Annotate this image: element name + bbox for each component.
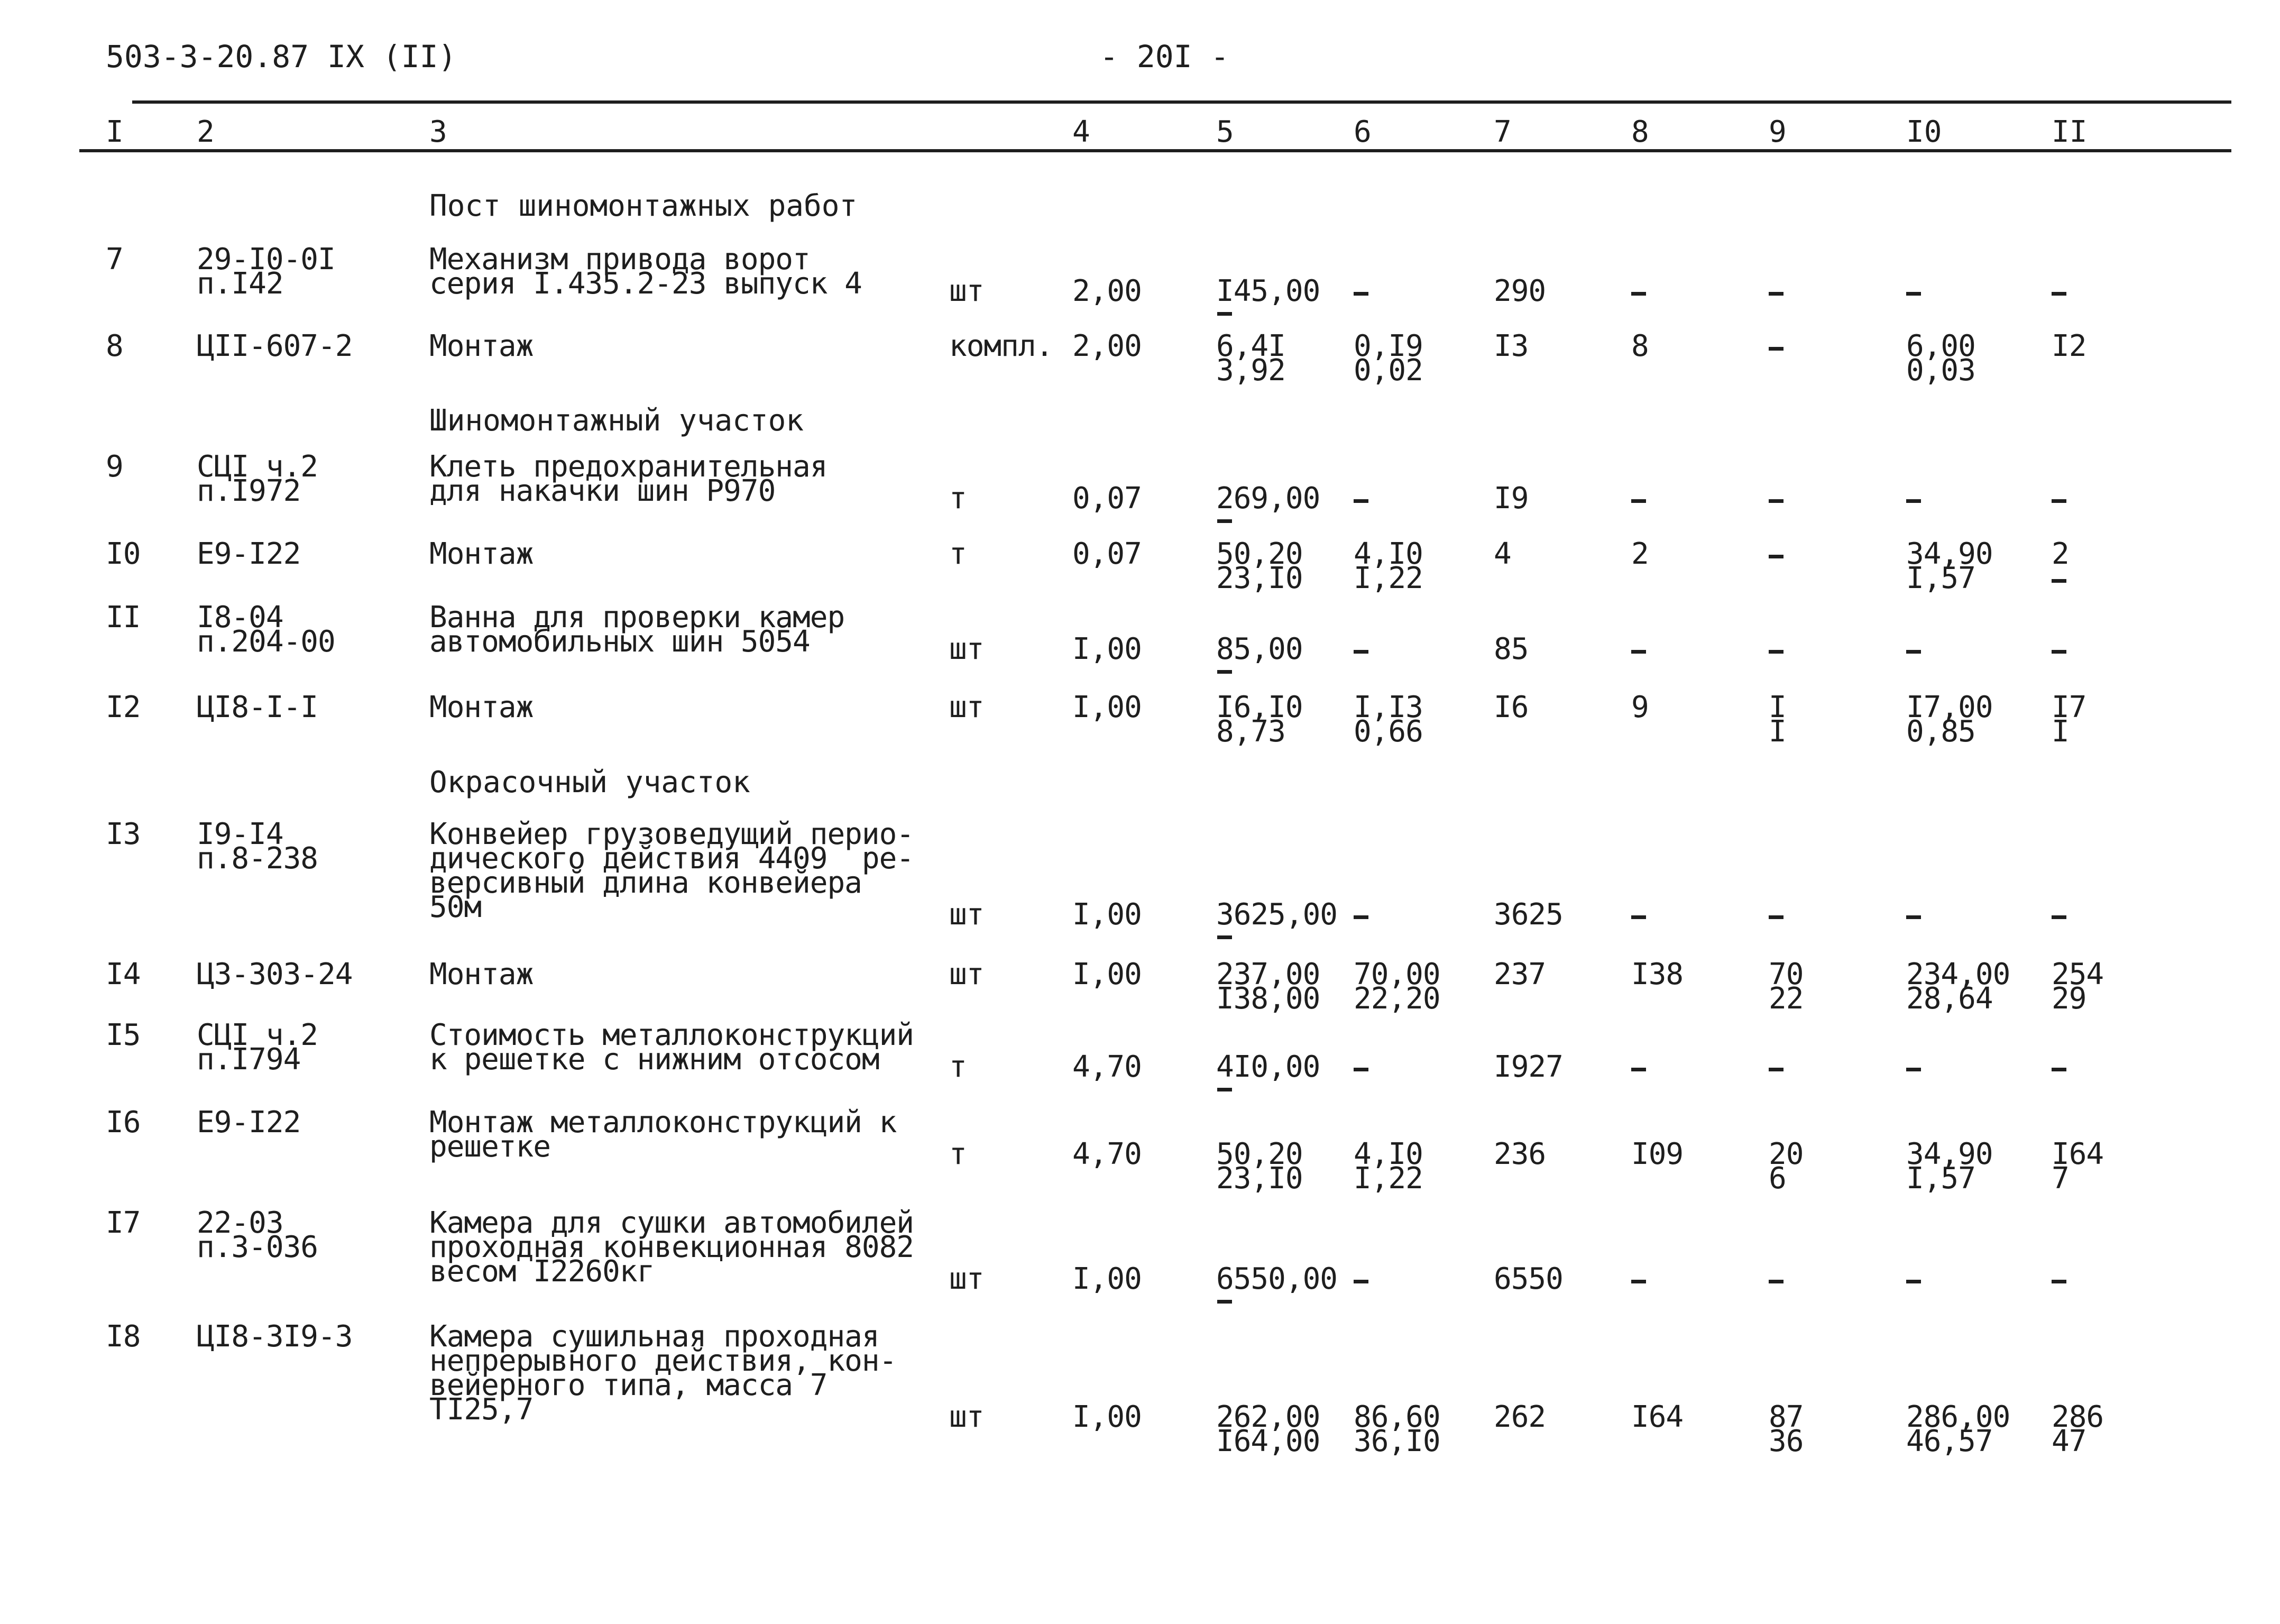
empty-dash bbox=[1631, 903, 1652, 927]
item-name: Клеть предохранительная для накачки шин Р970 bbox=[429, 449, 828, 508]
col-8-value bbox=[1631, 903, 1652, 927]
col-10-value bbox=[1906, 1055, 1927, 1079]
empty-dash bbox=[2052, 637, 2073, 662]
dash-mark bbox=[1906, 650, 1921, 654]
section-heading: Окрасочный участок bbox=[429, 765, 750, 800]
col-8-value bbox=[1631, 279, 1652, 304]
unit: т bbox=[949, 481, 967, 516]
col-10-value: 34,90 I,57 bbox=[1906, 537, 1993, 595]
total-cost: 237 bbox=[1494, 957, 1546, 992]
unit: шт bbox=[949, 690, 984, 724]
dash-mark bbox=[2052, 1280, 2066, 1283]
dash-mark bbox=[1769, 1280, 1783, 1283]
total-cost: 4 bbox=[1494, 537, 1511, 571]
dash-mark bbox=[1769, 499, 1783, 503]
norm-code: I8-04 п.204-00 bbox=[197, 600, 335, 659]
col-8-value: 8 bbox=[1631, 329, 1649, 363]
unit-cost: I45,00 bbox=[1216, 279, 1320, 304]
empty-dash bbox=[1769, 542, 1790, 566]
empty-dash bbox=[2052, 566, 2073, 591]
col-11-value bbox=[2052, 903, 2073, 927]
item-name: Стоимость металлоконструкций к решетке с нижним отсосом bbox=[429, 1018, 914, 1077]
quantity: I,00 bbox=[1072, 632, 1142, 666]
dash-mark bbox=[1217, 1300, 1232, 1304]
unit-cost: 50,20 23,I0 bbox=[1216, 537, 1303, 595]
unit: шт bbox=[949, 1262, 984, 1296]
total-cost: I927 bbox=[1494, 1050, 1563, 1084]
col-8-value bbox=[1631, 1267, 1652, 1291]
row-number: II bbox=[106, 600, 141, 635]
empty-dash bbox=[1906, 903, 1927, 927]
dash-mark bbox=[1769, 650, 1783, 654]
column-header-7: 7 bbox=[1494, 115, 1512, 149]
col-6-value: 86,60 36,I0 bbox=[1354, 1400, 1440, 1458]
dash-mark bbox=[1906, 1280, 1921, 1283]
norm-code: Е9-I22 bbox=[197, 537, 301, 571]
dash-mark bbox=[1631, 650, 1646, 654]
unit: т bbox=[949, 537, 967, 571]
empty-dash bbox=[1354, 487, 1375, 511]
col-6-value: 4,I0 I,22 bbox=[1354, 537, 1423, 595]
dash-mark bbox=[1906, 1068, 1921, 1071]
quantity: 2,00 bbox=[1072, 274, 1142, 308]
dash-mark bbox=[2052, 292, 2066, 296]
quantity: I,00 bbox=[1072, 897, 1142, 932]
dash-mark bbox=[1631, 1280, 1646, 1283]
col-10-value bbox=[1906, 637, 1927, 662]
col-10-value: I7,00 0,85 bbox=[1906, 690, 1993, 749]
empty-dash bbox=[2052, 279, 2073, 304]
dash-mark bbox=[1906, 292, 1921, 296]
unit: шт bbox=[949, 1400, 984, 1434]
total-cost: 236 bbox=[1494, 1137, 1546, 1171]
section-heading: Шиномонтажный участок bbox=[429, 403, 804, 438]
col-9-value: I I bbox=[1769, 690, 1786, 749]
quantity: I,00 bbox=[1072, 690, 1142, 724]
dash-mark bbox=[1217, 519, 1232, 523]
document-code: 503-3-20.87 IX (II) bbox=[106, 39, 457, 75]
col-11-value: I2 bbox=[2052, 329, 2086, 363]
unit-cost: I6,I0 8,73 bbox=[1216, 690, 1303, 749]
total-cost: I9 bbox=[1494, 481, 1529, 516]
col-6-value: 4,I0 I,22 bbox=[1354, 1137, 1423, 1196]
col-10-value bbox=[1906, 279, 1927, 304]
column-header-3: 3 bbox=[429, 115, 447, 149]
norm-code: 22-03 п.3-036 bbox=[197, 1206, 318, 1264]
dash-mark bbox=[1906, 499, 1921, 503]
col-9-value: 20 6 bbox=[1769, 1137, 1804, 1196]
col-9-value: 70 22 bbox=[1769, 957, 1804, 1016]
dash-mark bbox=[1769, 347, 1783, 351]
total-cost: I6 bbox=[1494, 690, 1529, 724]
col-10-value bbox=[1906, 1267, 1927, 1291]
empty-dash bbox=[2052, 1267, 2073, 1291]
unit: шт bbox=[949, 957, 984, 992]
item-name: Монтаж металлоконструкций к решетке bbox=[429, 1105, 897, 1164]
row-number: I2 bbox=[106, 690, 141, 724]
item-name: Конвейер грузоведущий перио- дического действия 4409 ре- версивный длина конвейера 50м bbox=[429, 817, 914, 924]
norm-code: ЦII-607-2 bbox=[197, 329, 353, 363]
col-9-value bbox=[1769, 487, 1790, 511]
empty-dash bbox=[1769, 279, 1790, 304]
item-name: Ванна для проверки камер автомобильных шин 5054 bbox=[429, 600, 845, 659]
col-11-value: 254 29 bbox=[2052, 957, 2104, 1016]
col-11-value: 286 47 bbox=[2052, 1400, 2104, 1458]
col-6-value bbox=[1354, 903, 1375, 927]
col-6-value bbox=[1354, 637, 1375, 662]
dash-mark bbox=[1631, 1068, 1646, 1071]
column-header-8: 8 bbox=[1631, 115, 1649, 149]
col-9-value: 87 36 bbox=[1769, 1400, 1804, 1458]
top-rule bbox=[132, 100, 2231, 104]
col-6-value bbox=[1354, 1267, 1375, 1291]
empty-dash bbox=[1631, 1267, 1652, 1291]
item-name: Механизм привода ворот серия I.435.2-23 выпуск 4 bbox=[429, 242, 862, 301]
quantity: I,00 bbox=[1072, 957, 1142, 992]
norm-code: Е9-I22 bbox=[197, 1105, 301, 1140]
quantity: 4,70 bbox=[1072, 1137, 1142, 1171]
col-9-value bbox=[1769, 1267, 1790, 1291]
dash-mark bbox=[1354, 915, 1368, 919]
unit-cost: 269,00 bbox=[1216, 487, 1320, 511]
unit-cost: 50,20 23,I0 bbox=[1216, 1137, 1303, 1196]
col-9-value bbox=[1769, 279, 1790, 304]
empty-dash bbox=[1354, 1055, 1375, 1079]
item-name: Монтаж bbox=[429, 690, 534, 724]
col-6-value: I,I3 0,66 bbox=[1354, 690, 1423, 749]
empty-dash bbox=[1631, 279, 1652, 304]
row-number: I8 bbox=[106, 1319, 141, 1354]
empty-dash bbox=[1354, 279, 1375, 304]
row-number: I4 bbox=[106, 957, 141, 992]
dash-mark bbox=[1769, 292, 1783, 296]
col-6-value bbox=[1354, 487, 1375, 511]
row-number: I3 bbox=[106, 817, 141, 851]
col-6-value: 70,00 22,20 bbox=[1354, 957, 1440, 1016]
col-10-value: 6,00 0,03 bbox=[1906, 329, 1975, 388]
col-10-value: 34,90 I,57 bbox=[1906, 1137, 1993, 1196]
unit: шт bbox=[949, 897, 984, 932]
total-cost: 3625 bbox=[1494, 897, 1563, 932]
dash-mark bbox=[1217, 1088, 1232, 1091]
col-8-value: I38 bbox=[1631, 957, 1684, 992]
col-11-value bbox=[2052, 1267, 2073, 1291]
total-cost: 290 bbox=[1494, 274, 1546, 308]
quantity: 0,07 bbox=[1072, 537, 1142, 571]
empty-dash bbox=[1906, 1267, 1927, 1291]
norm-code: СЦI ч.2 п.I972 bbox=[197, 449, 318, 508]
unit: т bbox=[949, 1137, 967, 1171]
col-6-value: 0,I9 0,02 bbox=[1354, 329, 1423, 388]
item-name: Камера для сушки автомобилей проходная конвекционная 8082 весом I2260кг bbox=[429, 1206, 914, 1289]
col-9-value bbox=[1769, 542, 1790, 566]
item-name: Монтаж bbox=[429, 329, 534, 363]
item-name: Камера сушильная проходная непрерывного действия, кон- вейерного типа, масса 7 TI25,7 bbox=[429, 1319, 897, 1427]
unit-cost: 262,00 I64,00 bbox=[1216, 1400, 1320, 1458]
empty-dash bbox=[1354, 637, 1375, 662]
empty-dash bbox=[1631, 487, 1652, 511]
empty-dash bbox=[1769, 487, 1790, 511]
col-8-value bbox=[1631, 1055, 1652, 1079]
col-8-value: 2 bbox=[1631, 537, 1649, 571]
col-11-value bbox=[2052, 487, 2073, 511]
quantity: I,00 bbox=[1072, 1400, 1142, 1434]
dash-mark bbox=[1354, 650, 1368, 654]
item-name: Монтаж bbox=[429, 957, 534, 992]
column-header-2: 2 bbox=[197, 115, 215, 149]
dash-mark bbox=[2052, 1068, 2066, 1071]
quantity: I,00 bbox=[1072, 1262, 1142, 1296]
page-header bbox=[0, 0, 2280, 85]
dash-mark bbox=[1217, 935, 1232, 939]
empty-dash bbox=[1769, 637, 1790, 662]
unit: шт bbox=[949, 632, 984, 666]
total-cost: 6550 bbox=[1494, 1262, 1563, 1296]
row-number: 7 bbox=[106, 242, 123, 277]
col-8-value: 9 bbox=[1631, 690, 1649, 724]
dash-mark bbox=[1354, 1280, 1368, 1283]
col-11-value: 2 bbox=[2052, 542, 2073, 591]
column-header-9: 9 bbox=[1769, 115, 1787, 149]
empty-dash bbox=[1631, 1055, 1652, 1079]
empty-dash bbox=[1769, 1055, 1790, 1079]
norm-code: I9-I4 п.8-238 bbox=[197, 817, 318, 876]
col-6-value bbox=[1354, 279, 1375, 304]
dash-mark bbox=[1354, 1068, 1368, 1071]
empty-dash bbox=[1354, 903, 1375, 927]
dash-mark bbox=[2052, 499, 2066, 503]
col-10-value bbox=[1906, 903, 1927, 927]
empty-dash bbox=[1769, 903, 1790, 927]
dash-mark bbox=[1631, 292, 1646, 296]
col-10-value: 234,00 28,64 bbox=[1906, 957, 2010, 1016]
unit-cost: 237,00 I38,00 bbox=[1216, 957, 1320, 1016]
col-9-value bbox=[1769, 637, 1790, 662]
total-cost: I3 bbox=[1494, 329, 1529, 363]
norm-code: ЦI8-3I9-3 bbox=[197, 1319, 353, 1354]
dash-mark bbox=[1906, 915, 1921, 919]
column-header-11: II bbox=[2052, 115, 2088, 149]
column-header-6: 6 bbox=[1354, 115, 1372, 149]
unit-cost: 85,00 bbox=[1216, 637, 1303, 662]
dash-mark bbox=[1354, 499, 1368, 503]
column-header-1: I bbox=[106, 115, 124, 149]
quantity: 0,07 bbox=[1072, 481, 1142, 516]
col-9-value bbox=[1769, 1055, 1790, 1079]
item-name: Монтаж bbox=[429, 537, 534, 571]
col-11-value: I64 7 bbox=[2052, 1137, 2104, 1196]
empty-dash bbox=[1906, 279, 1927, 304]
row-number: I6 bbox=[106, 1105, 141, 1140]
quantity: 4,70 bbox=[1072, 1050, 1142, 1084]
unit: шт bbox=[949, 274, 984, 308]
col-11-value bbox=[2052, 279, 2073, 304]
norm-code: СЦI ч.2 п.I794 bbox=[197, 1018, 318, 1077]
dash-mark bbox=[2052, 650, 2066, 654]
col-8-value bbox=[1631, 487, 1652, 511]
unit-cost: 6,4I 3,92 bbox=[1216, 329, 1285, 388]
row-number: I0 bbox=[106, 537, 141, 571]
norm-code: Ц3-303-24 bbox=[197, 957, 353, 992]
col-8-value: I09 bbox=[1631, 1137, 1684, 1171]
col-11-value bbox=[2052, 637, 2073, 662]
section-heading: Пост шиномонтажных работ bbox=[429, 189, 858, 223]
norm-code: 29-I0-0I п.I42 bbox=[197, 242, 335, 301]
unit-cost: 4I0,00 bbox=[1216, 1055, 1320, 1079]
row-number: 9 bbox=[106, 449, 123, 484]
dash-mark bbox=[1769, 1068, 1783, 1071]
empty-dash bbox=[1769, 334, 1790, 359]
dash-mark bbox=[2052, 915, 2066, 919]
column-header-10: I0 bbox=[1906, 115, 1942, 149]
dash-mark bbox=[1631, 499, 1646, 503]
empty-dash bbox=[1769, 1267, 1790, 1291]
col-8-value bbox=[1631, 637, 1652, 662]
unit: т bbox=[949, 1050, 967, 1084]
empty-dash bbox=[1906, 637, 1927, 662]
total-cost: 85 bbox=[1494, 632, 1529, 666]
col-6-value bbox=[1354, 1055, 1375, 1079]
dash-mark bbox=[1769, 915, 1783, 919]
row-number: I5 bbox=[106, 1018, 141, 1052]
row-number: I7 bbox=[106, 1206, 141, 1240]
column-header-4: 4 bbox=[1072, 115, 1090, 149]
empty-dash bbox=[1631, 637, 1652, 662]
page-number: - 20I - bbox=[1100, 39, 1229, 75]
unit: компл. bbox=[949, 329, 1053, 363]
empty-dash bbox=[1906, 487, 1927, 511]
empty-dash bbox=[2052, 487, 2073, 511]
col-11-value bbox=[2052, 1055, 2073, 1079]
col-9-value bbox=[1769, 903, 1790, 927]
column-header-5: 5 bbox=[1216, 115, 1234, 149]
empty-dash bbox=[2052, 903, 2073, 927]
unit-cost: 6550,00 bbox=[1216, 1267, 1337, 1291]
dash-mark bbox=[2052, 579, 2066, 583]
col-10-value: 286,00 46,57 bbox=[1906, 1400, 2010, 1458]
empty-dash bbox=[1354, 1267, 1375, 1291]
total-cost: 262 bbox=[1494, 1400, 1546, 1434]
norm-code: ЦI8-I-I bbox=[197, 690, 318, 724]
col-8-value: I64 bbox=[1631, 1400, 1684, 1434]
col-9-value bbox=[1769, 334, 1790, 359]
col-11-value: I7 I bbox=[2052, 690, 2086, 749]
dash-mark bbox=[1217, 670, 1232, 674]
dash-mark bbox=[1631, 915, 1646, 919]
quantity: 2,00 bbox=[1072, 329, 1142, 363]
col-10-value bbox=[1906, 487, 1927, 511]
empty-dash bbox=[2052, 1055, 2073, 1079]
unit-cost: 3625,00 bbox=[1216, 903, 1337, 927]
empty-dash bbox=[1906, 1055, 1927, 1079]
dash-mark bbox=[1354, 292, 1368, 296]
dash-mark bbox=[1769, 555, 1783, 558]
dash-mark bbox=[1217, 312, 1232, 316]
header-rule bbox=[79, 149, 2231, 152]
row-number: 8 bbox=[106, 329, 123, 363]
